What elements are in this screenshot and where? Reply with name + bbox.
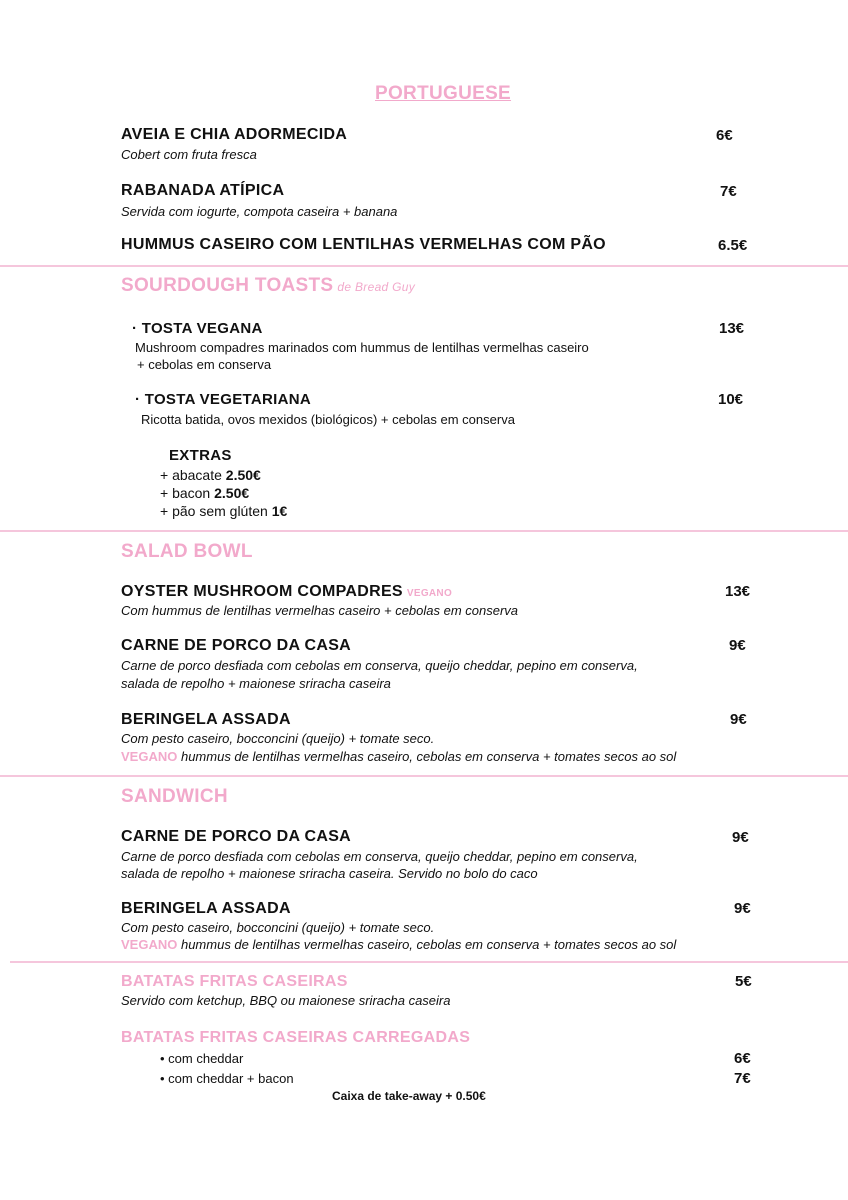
extra-item bbox=[160, 467, 261, 483]
vegan-label: VEGANO bbox=[121, 749, 178, 764]
item-description-line: Carne de porco desfiada com cebolas em conserva, queijo cheddar, pepino em conserva, bbox=[121, 849, 638, 864]
extra-label: + abacate bbox=[160, 467, 222, 483]
extra-price: 2.50€ bbox=[214, 485, 250, 501]
item-price: 9€ bbox=[729, 637, 746, 654]
item-name: AVEIA E CHIA ADORMECIDA bbox=[121, 126, 348, 143]
section-subtitle: de Bread Guy bbox=[337, 280, 416, 294]
item-name-text: OYSTER MUSHROOM COMPADRES bbox=[121, 583, 403, 600]
fries-option: • com cheddar + bacon bbox=[160, 1071, 294, 1086]
item-price: 6€ bbox=[734, 1050, 751, 1067]
takeaway-note: Caixa de take-away + 0.50€ bbox=[332, 1089, 486, 1103]
item-price: 9€ bbox=[730, 711, 747, 728]
item-price: 6€ bbox=[716, 127, 733, 144]
item-description-line: Com pesto caseiro, bocconcini (queijo) + tomate seco. bbox=[121, 920, 435, 935]
fries-option: • com cheddar bbox=[160, 1051, 244, 1066]
item-price: 9€ bbox=[732, 829, 749, 846]
vegan-text: hummus de lentilhas vermelhas caseiro, cebolas em conserva + tomates secos ao sol bbox=[180, 937, 677, 952]
item-name: CARNE DE PORCO DA CASA bbox=[121, 828, 352, 845]
item-price: 7€ bbox=[720, 183, 737, 200]
item-name bbox=[121, 583, 452, 601]
extras-title: EXTRAS bbox=[169, 447, 232, 464]
item-name: BERINGELA ASSADA bbox=[121, 900, 291, 917]
loaded-fries-title: BATATAS FRITAS CASEIRAS CARREGADAS bbox=[121, 1029, 471, 1046]
section-title-text: SOURDOUGH TOASTS bbox=[121, 275, 334, 296]
item-price: 13€ bbox=[719, 320, 745, 337]
item-name: HUMMUS CASEIRO COM LENTILHAS VERMELHAS COM PÃO bbox=[121, 236, 606, 253]
item-description-line: Ricotta batida, ovos mexidos (biológicos) + cebolas em conserva bbox=[141, 412, 515, 427]
item-name: RABANADA ATÍPICA bbox=[121, 182, 285, 199]
extra-label: + bacon bbox=[160, 485, 211, 501]
vegan-label: VEGANO bbox=[121, 937, 178, 952]
extra-label: + pão sem glúten bbox=[160, 503, 268, 519]
extra-item bbox=[160, 503, 287, 519]
item-description-line: Mushroom compadres marinados com hummus de lentilhas vermelhas caseiro bbox=[135, 340, 589, 355]
section-title-sandwich: SANDWICH bbox=[121, 786, 228, 807]
section-divider bbox=[0, 530, 848, 532]
item-price: 5€ bbox=[735, 973, 752, 990]
item-name: CARNE DE PORCO DA CASA bbox=[121, 637, 352, 654]
item-description-line: Com hummus de lentilhas vermelhas caseiro + cebolas em conserva bbox=[121, 603, 519, 618]
vegan-tag: VEGANO bbox=[406, 588, 453, 599]
item-description: Servido com ketchup, BBQ ou maionese sriracha caseira bbox=[121, 993, 451, 1008]
item-price: 6.5€ bbox=[718, 237, 748, 254]
fries-title: BATATAS FRITAS CASEIRAS bbox=[121, 973, 348, 990]
extra-item bbox=[160, 485, 249, 501]
item-name: · TOSTA VEGETARIANA bbox=[135, 391, 311, 408]
item-description-line: Com pesto caseiro, bocconcini (queijo) + tomate seco. bbox=[121, 731, 435, 746]
item-description-line: + cebolas em conserva bbox=[137, 357, 272, 372]
item-description-vegan bbox=[121, 749, 676, 764]
vegan-text: hummus de lentilhas vermelhas caseiro, cebolas em conserva + tomates secos ao sol bbox=[180, 749, 677, 764]
section-divider bbox=[0, 775, 848, 777]
item-description: Cobert com fruta fresca bbox=[121, 147, 257, 162]
section-title-sourdough bbox=[121, 275, 415, 297]
section-divider bbox=[0, 265, 848, 267]
item-description-line: salada de repolho + maionese sriracha caseira bbox=[121, 676, 391, 691]
item-name: BERINGELA ASSADA bbox=[121, 711, 291, 728]
item-description: Servida com iogurte, compota caseira + banana bbox=[121, 204, 398, 219]
item-price: 9€ bbox=[734, 900, 751, 917]
item-price: 13€ bbox=[725, 583, 751, 600]
section-title-salad: SALAD BOWL bbox=[121, 541, 253, 562]
item-price: 7€ bbox=[734, 1070, 751, 1087]
item-price: 10€ bbox=[718, 391, 744, 408]
item-name: · TOSTA VEGANA bbox=[132, 320, 263, 337]
section-title-portuguese: PORTUGUESE bbox=[375, 83, 512, 104]
item-description-line: salada de repolho + maionese sriracha caseira. Servido no bolo do caco bbox=[121, 866, 538, 881]
section-divider bbox=[10, 961, 848, 963]
extra-price: 1€ bbox=[271, 503, 288, 519]
item-description-vegan bbox=[121, 937, 676, 952]
extra-price: 2.50€ bbox=[225, 467, 261, 483]
item-description-line: Carne de porco desfiada com cebolas em conserva, queijo cheddar, pepino em conserva, bbox=[121, 658, 638, 673]
